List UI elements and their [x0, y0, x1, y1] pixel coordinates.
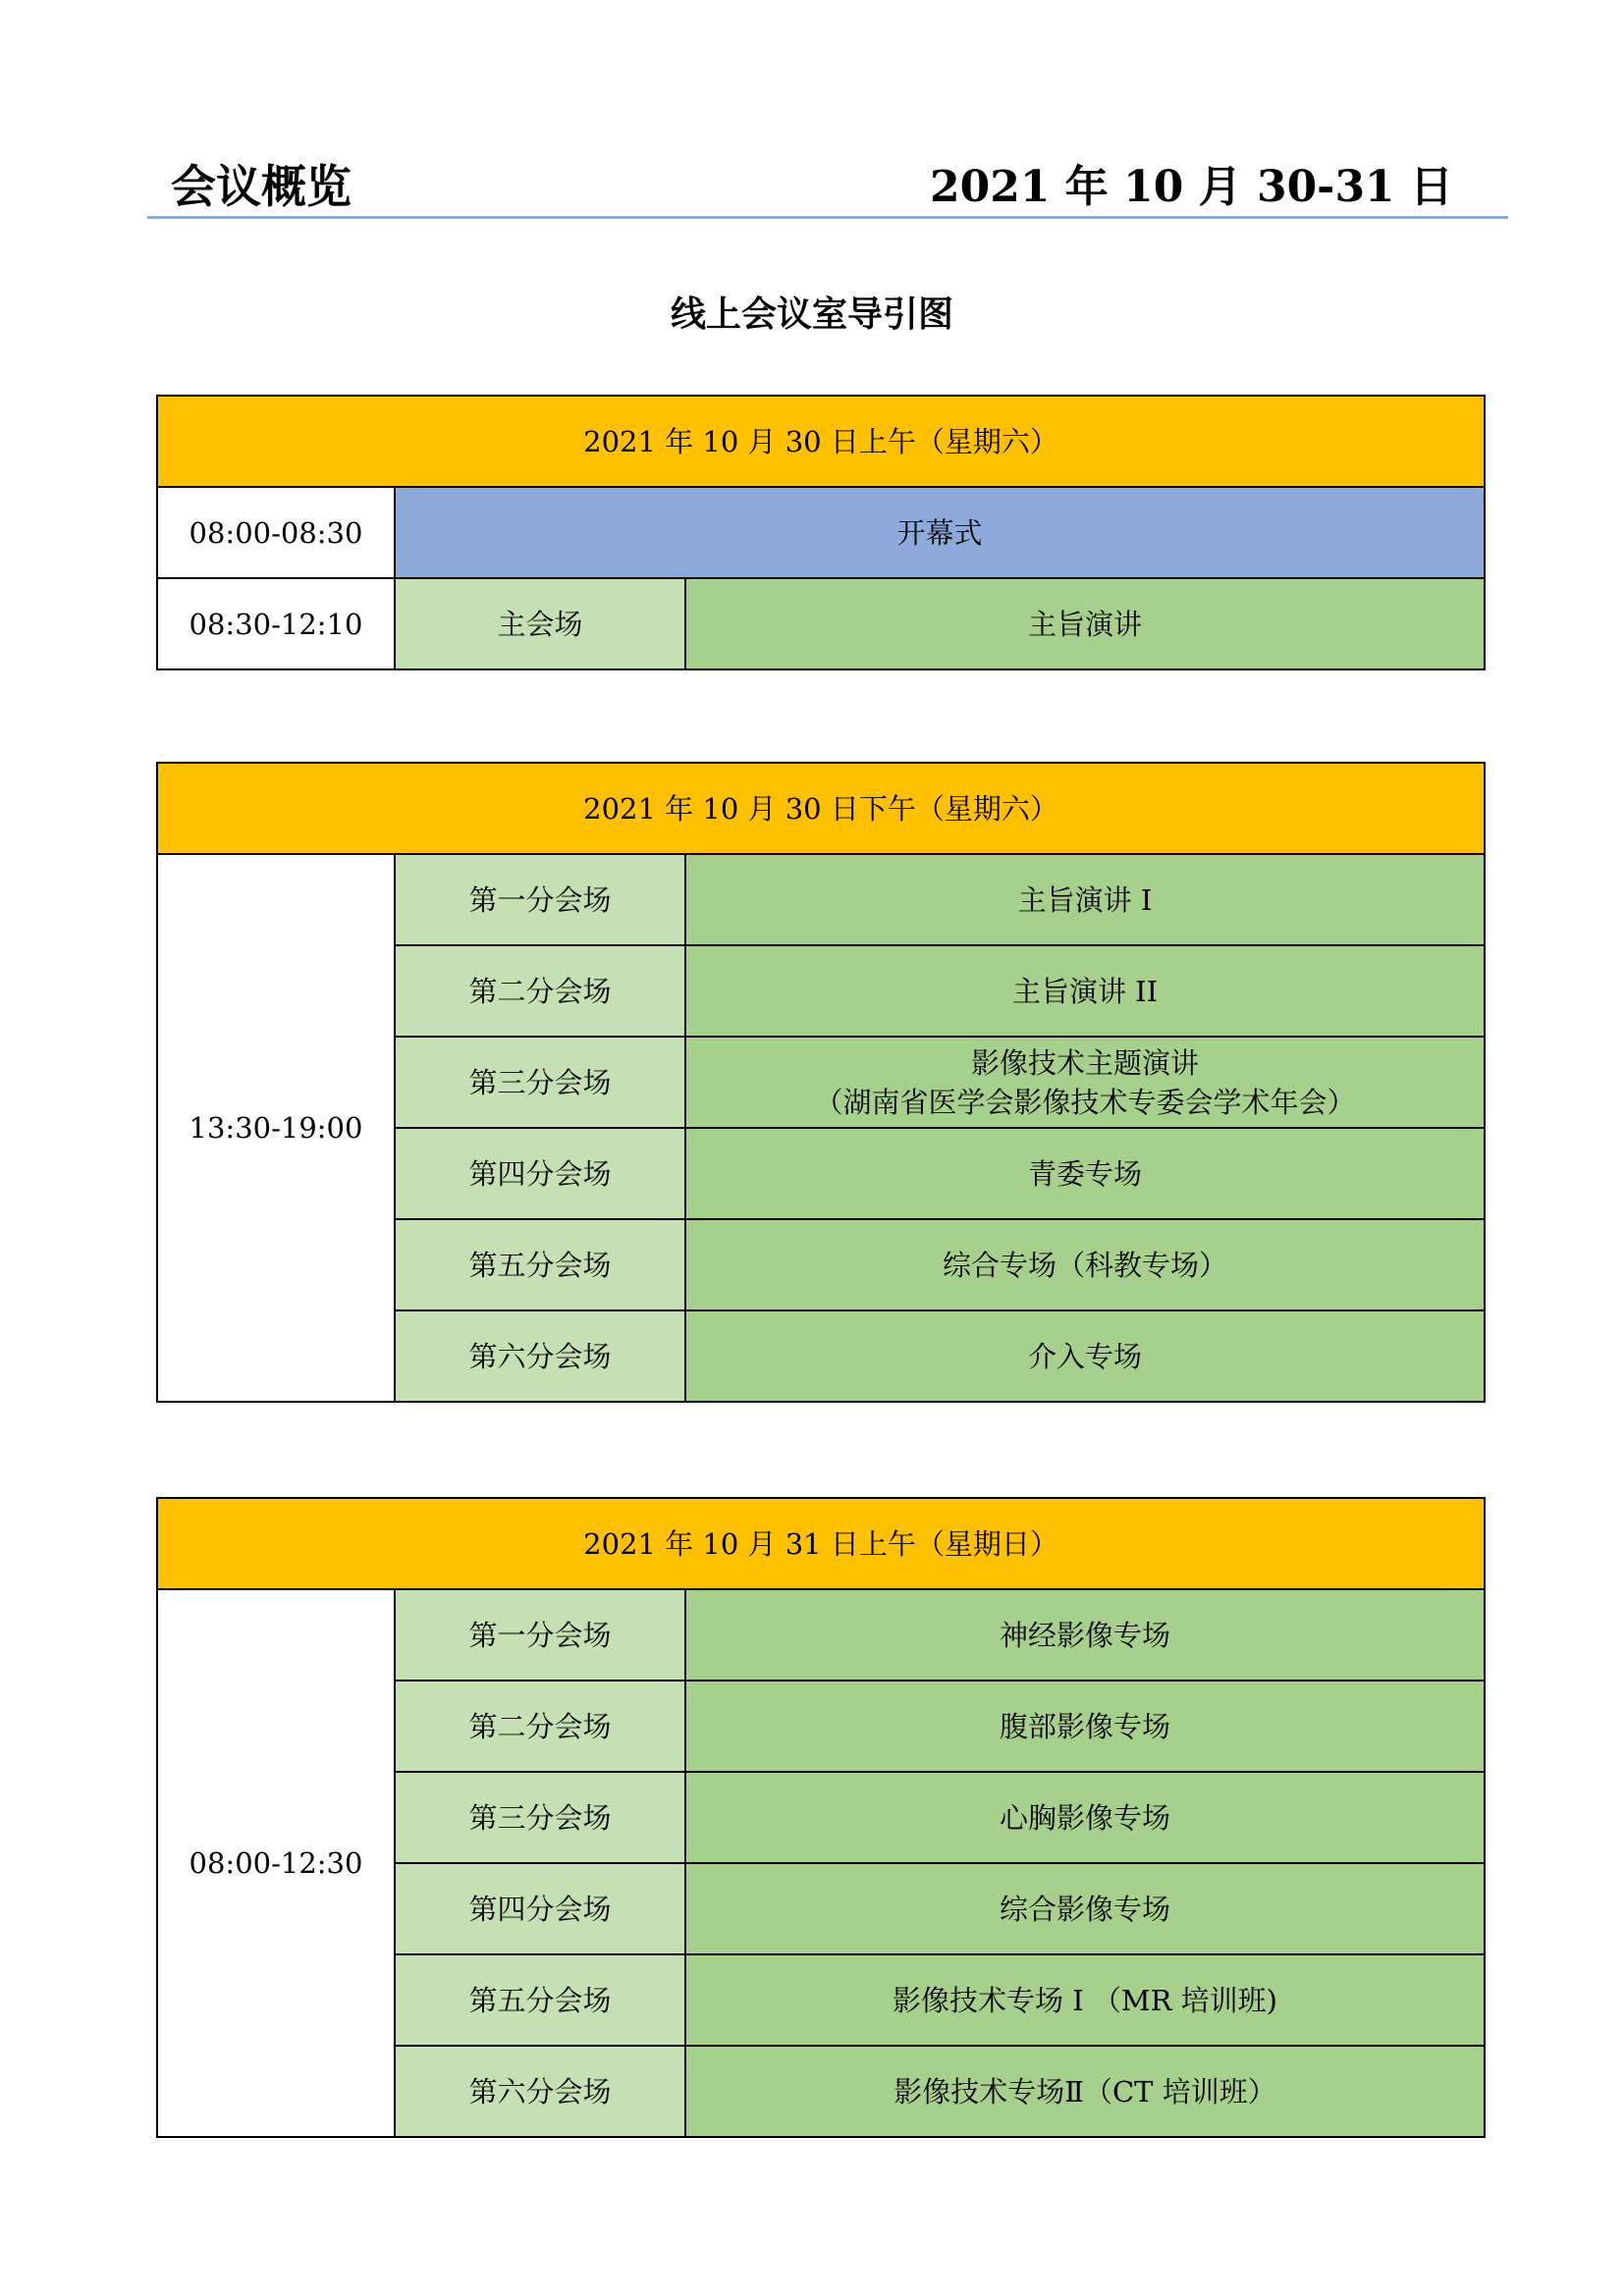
- topic-cell: 综合影像专场: [685, 1863, 1485, 1954]
- opening-ceremony-cell: 开幕式: [395, 487, 1485, 578]
- topic-cell: 心胸影像专场: [685, 1772, 1485, 1863]
- date-header: 2021 年 10 月 30 日下午（星期六）: [157, 763, 1485, 854]
- venue-cell: 第二分会场: [395, 1681, 685, 1772]
- date-header: 2021 年 10 月 30 日上午（星期六）: [157, 396, 1485, 487]
- schedule-table-oct31-am: [156, 1497, 1486, 2138]
- venue-cell: 第六分会场: [395, 1310, 685, 1402]
- topic-cell: 神经影像专场: [685, 1589, 1485, 1681]
- time-cell: 08:30-12:10: [157, 578, 395, 669]
- topic-cell: 主旨演讲 II: [685, 945, 1485, 1037]
- topic-line: 影像技术主题演讲: [971, 1045, 1200, 1080]
- header-date: 2021 年 10 月 30-31 日: [929, 162, 1453, 212]
- time-cell: 08:00-08:30: [157, 487, 395, 578]
- venue-cell: 第四分会场: [395, 1128, 685, 1219]
- topic-cell: 影像技术专场Ⅱ（CT 培训班）: [685, 2046, 1485, 2137]
- date-header: 2021 年 10 月 31 日上午（星期日）: [157, 1498, 1485, 1589]
- venue-cell: 第三分会场: [395, 1037, 685, 1128]
- header-divider: [147, 216, 1508, 219]
- topic-cell: 青委专场: [685, 1128, 1485, 1219]
- time-cell: 13:30-19:00: [157, 854, 395, 1402]
- time-cell: 08:00-12:30: [157, 1589, 395, 2137]
- header-title: 会议概览: [171, 160, 352, 213]
- venue-cell: 第五分会场: [395, 1954, 685, 2046]
- venue-cell: 第一分会场: [395, 854, 685, 945]
- schedule-table-oct30-am: [156, 395, 1486, 670]
- venue-cell: 第一分会场: [395, 1589, 685, 1681]
- topic-cell: 主旨演讲 I: [685, 854, 1485, 945]
- venue-cell: 第四分会场: [395, 1863, 685, 1954]
- topic-cell: 介入专场: [685, 1310, 1485, 1402]
- topic-cell: 主旨演讲: [685, 578, 1485, 669]
- topic-cell: 综合专场（科教专场）: [685, 1219, 1485, 1310]
- page-title: 线上会议室导引图: [670, 294, 953, 335]
- schedule-table-oct30-pm: [156, 762, 1486, 1403]
- topic-cell: 影像技术专场 I （MR 培训班): [685, 1954, 1485, 2046]
- venue-cell: 第二分会场: [395, 945, 685, 1037]
- topic-cell: 腹部影像专场: [685, 1681, 1485, 1772]
- topic-subline: （湖南省医学会影像技术专委会学术年会）: [814, 1085, 1356, 1119]
- venue-cell: 第三分会场: [395, 1772, 685, 1863]
- venue-cell: 主会场: [395, 578, 685, 669]
- topic-cell: [685, 1037, 1485, 1128]
- venue-cell: 第五分会场: [395, 1219, 685, 1310]
- venue-cell: 第六分会场: [395, 2046, 685, 2137]
- page-header: [147, 147, 1508, 216]
